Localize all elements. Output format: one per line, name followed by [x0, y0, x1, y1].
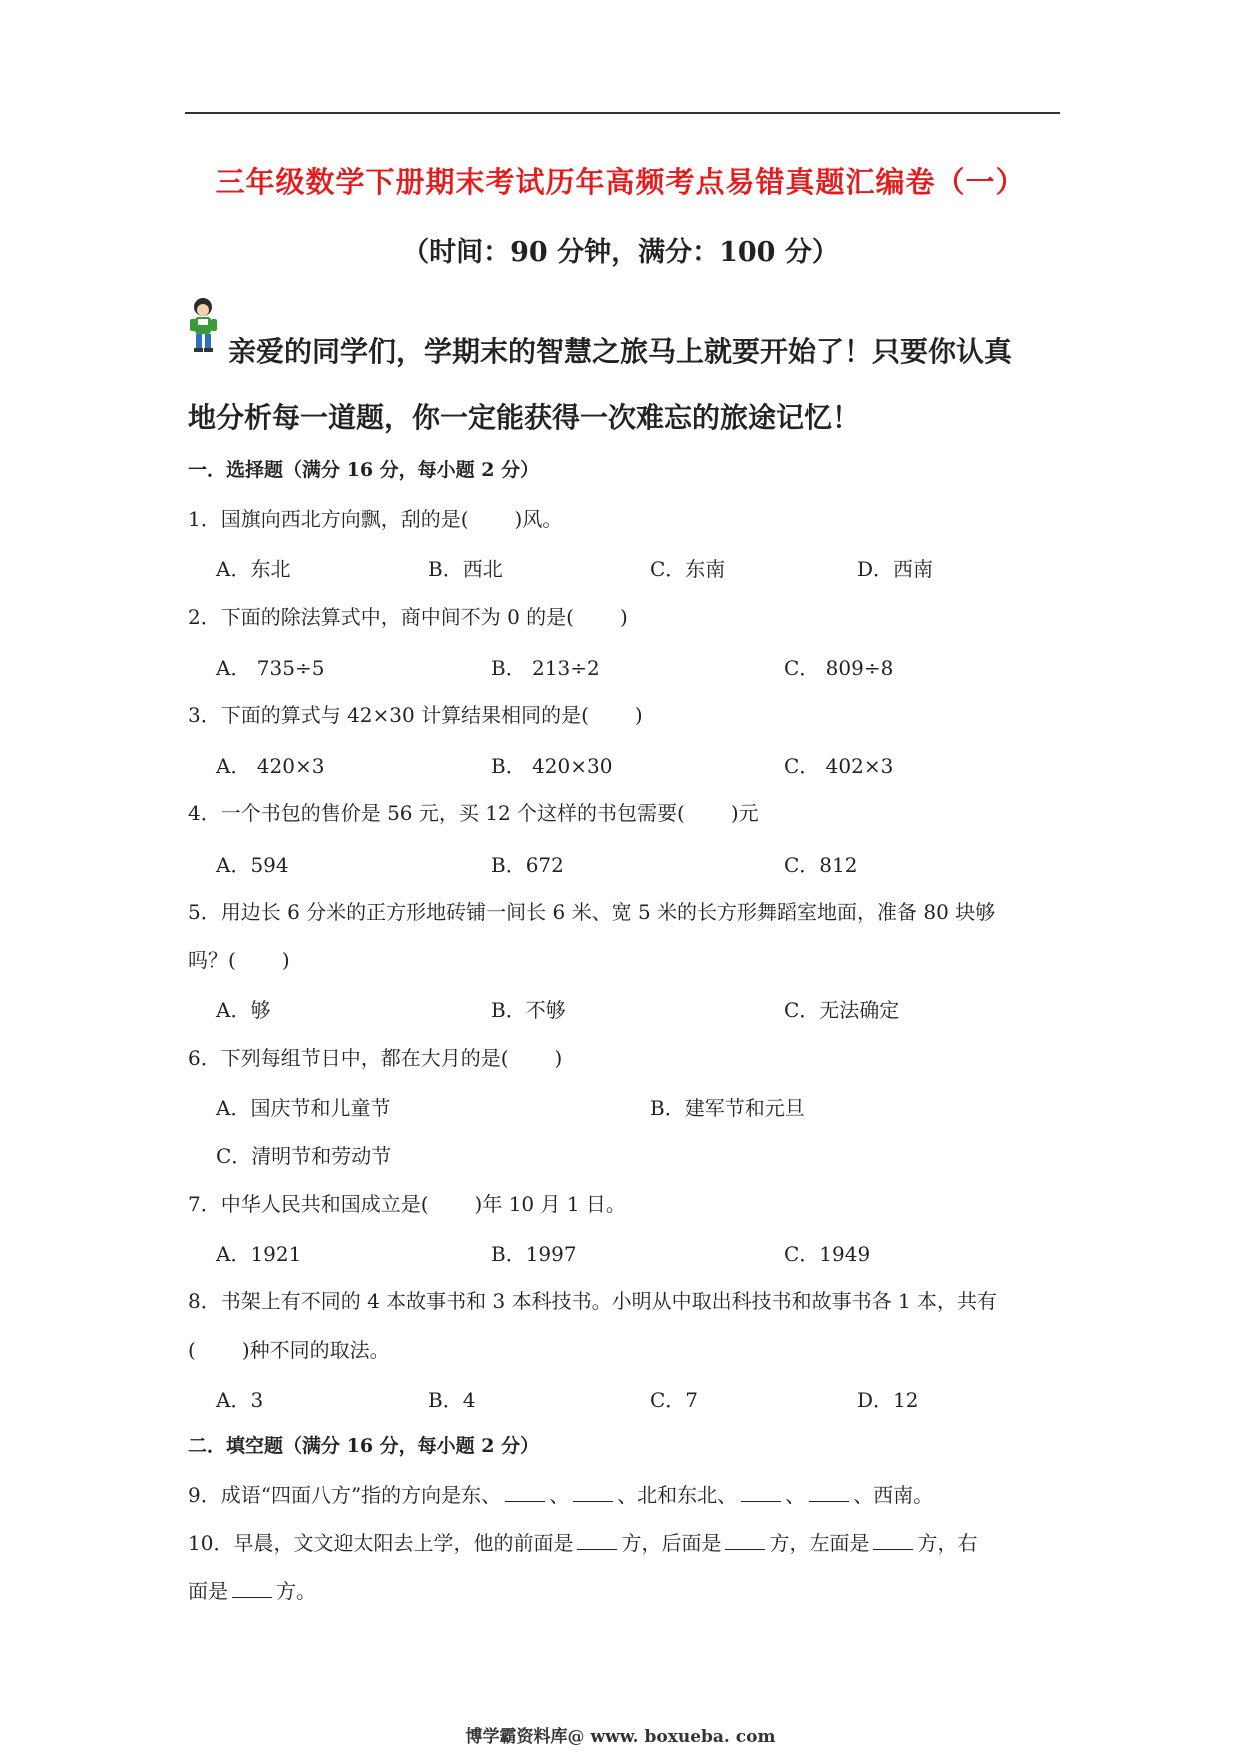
question-9-text-mid: 、北和东北、	[617, 1483, 738, 1507]
question-4	[188, 797, 759, 826]
student-mascot-icon	[187, 297, 220, 355]
intro-line-2: 地分析每一道题，你一定能获得一次难忘的旅途记忆！	[188, 401, 861, 434]
question-7-stem: 7．中华人民共和国成立是(	[188, 1192, 429, 1216]
footer-watermark: 博学霸资料库@ www. boxueba. com	[465, 1727, 776, 1747]
q6-option-b[interactable]: B．建军节和元旦	[650, 1096, 805, 1120]
question-10-line-2	[188, 1575, 316, 1604]
question-5-stem: 吗？(	[188, 948, 236, 972]
q2-option-b[interactable]: B． 213÷2	[491, 656, 600, 680]
question-1-stem: 1．国旗向西北方向飘，刮的是(	[188, 507, 469, 531]
q4-option-a[interactable]: A．594	[216, 853, 289, 877]
question-2-stem: 2．下面的除法算式中，商中间不为 0 的是(	[188, 605, 574, 629]
question-1	[188, 503, 562, 532]
question-10-text-6: 方。	[276, 1579, 316, 1603]
q4-option-b[interactable]: B．672	[491, 853, 564, 877]
question-9-text: 9．成语“四面八方”指的方向是东、	[188, 1483, 502, 1507]
question-5-stem-end: )	[281, 948, 290, 972]
section-2-heading: 二．填空题（满分 16 分，每小题 2 分）	[188, 1435, 540, 1457]
question-9-sep: 、	[549, 1483, 570, 1507]
q2-option-a[interactable]: A． 735÷5	[216, 656, 325, 680]
q1-option-a[interactable]: A．东北	[216, 557, 291, 581]
q2-option-c[interactable]: C． 809÷8	[784, 656, 894, 680]
q5-option-a[interactable]: A．够	[216, 998, 271, 1022]
q1-option-d[interactable]: D．西南	[857, 557, 934, 581]
question-10-text: 10．早晨，文文迎太阳去上学，他的前面是	[188, 1531, 574, 1555]
question-8-line-2	[188, 1334, 390, 1363]
question-8-stem: (	[188, 1338, 196, 1362]
question-2	[188, 601, 628, 630]
q8-option-b[interactable]: B．4	[428, 1388, 476, 1412]
fill-blank[interactable]	[725, 1531, 765, 1550]
q1-option-b[interactable]: B．西北	[428, 557, 503, 581]
question-5-line-2	[188, 944, 290, 973]
question-10-line-1	[188, 1527, 977, 1556]
question-3-stem-end: )	[634, 703, 643, 727]
fill-blank[interactable]	[505, 1483, 545, 1502]
q7-option-c[interactable]: C．1949	[784, 1242, 871, 1266]
question-9-text-end: 、西南。	[853, 1483, 934, 1507]
question-10-text-4: 方，右	[917, 1531, 978, 1555]
question-6-stem-end: )	[554, 1046, 563, 1070]
q5-option-c[interactable]: C．无法确定	[784, 998, 900, 1022]
intro-line-1: 亲爱的同学们，学期末的智慧之旅马上就要开始了！只要你认真	[228, 335, 1013, 368]
q5-option-b[interactable]: B．不够	[491, 998, 566, 1022]
q8-option-a[interactable]: A．3	[216, 1388, 264, 1412]
question-4-stem-end: )元	[730, 801, 759, 825]
q3-option-b[interactable]: B． 420×30	[491, 754, 613, 778]
page-title: 三年级数学下册期末考试历年高频考点易错真题汇编卷（一）	[215, 165, 1026, 199]
question-9	[188, 1479, 933, 1508]
question-9-sep-2: 、	[785, 1483, 806, 1507]
question-5-line-1: 5．用边长 6 分米的正方形地砖铺一间长 6 米、宽 5 米的长方形舞蹈室地面，准备 80 块够	[188, 900, 996, 924]
fill-blank[interactable]	[809, 1483, 849, 1502]
question-3-stem: 3．下面的算式与 42×30 计算结果相同的是(	[188, 703, 589, 727]
q4-option-c[interactable]: C．812	[784, 853, 858, 877]
question-10-text-5: 面是	[188, 1579, 228, 1603]
fill-blank[interactable]	[577, 1531, 617, 1550]
question-3	[188, 699, 643, 728]
q1-option-c[interactable]: C．东南	[650, 557, 726, 581]
question-2-stem-end: )	[619, 605, 628, 629]
q7-option-b[interactable]: B．1997	[491, 1242, 577, 1266]
question-10-text-2: 方，后面是	[621, 1531, 722, 1555]
q3-option-a[interactable]: A． 420×3	[216, 754, 325, 778]
q8-option-d[interactable]: D．12	[857, 1388, 919, 1412]
question-4-stem: 4．一个书包的售价是 56 元，买 12 个这样的书包需要(	[188, 801, 685, 825]
section-1-heading: 一．选择题（满分 16 分，每小题 2 分）	[188, 459, 540, 481]
fill-blank[interactable]	[741, 1483, 781, 1502]
fill-blank[interactable]	[232, 1579, 272, 1598]
q7-option-a[interactable]: A．1921	[216, 1242, 302, 1266]
q6-option-c[interactable]: C．清明节和劳动节	[216, 1144, 392, 1168]
fill-blank[interactable]	[873, 1531, 913, 1550]
q3-option-c[interactable]: C． 402×3	[784, 754, 894, 778]
question-7	[188, 1188, 626, 1217]
fill-blank[interactable]	[573, 1483, 613, 1502]
question-10-text-3: 方，左面是	[769, 1531, 870, 1555]
question-6-stem: 6．下列每组节日中，都在大月的是(	[188, 1046, 509, 1070]
header-rule	[185, 112, 1060, 114]
question-1-stem-end: )风。	[514, 507, 563, 531]
question-8-stem-end: )种不同的取法。	[241, 1338, 390, 1362]
question-6	[188, 1042, 562, 1071]
q6-option-a[interactable]: A．国庆节和儿童节	[216, 1096, 391, 1120]
page-subtitle: （时间：90 分钟，满分：100 分）	[402, 237, 839, 268]
question-7-stem-end: )年 10 月 1 日。	[474, 1192, 626, 1216]
question-8-line-1: 8．书架上有不同的 4 本故事书和 3 本科技书。小明从中取出科技书和故事书各 1 本，共有	[188, 1289, 998, 1313]
q8-option-c[interactable]: C．7	[650, 1388, 699, 1412]
